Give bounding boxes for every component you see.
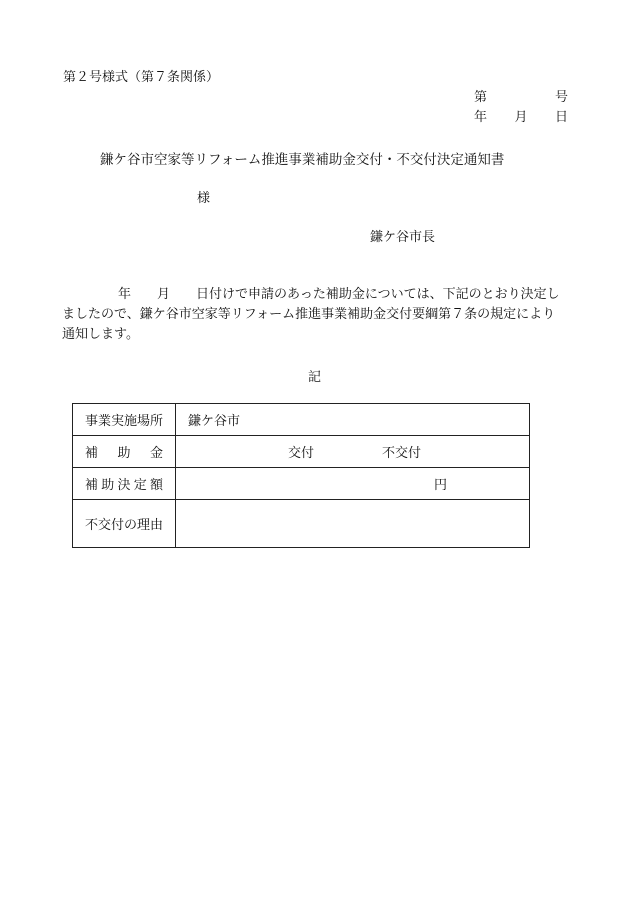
sender-name: 鎌ケ谷市長 xyxy=(370,230,436,245)
amount-label-char: 額 xyxy=(149,478,163,493)
body-month: 月 xyxy=(157,287,171,302)
date-month: 月 xyxy=(514,110,528,125)
reason-value xyxy=(176,500,530,548)
amount-unit: 円 xyxy=(176,468,530,500)
location-value: 鎌ケ谷市 xyxy=(176,404,530,436)
record-heading: 記 xyxy=(308,370,322,385)
amount-label-char: 決 xyxy=(117,478,131,493)
subsidy-label-char: 金 xyxy=(149,446,163,461)
table-row xyxy=(73,436,530,468)
reason-label: 不交付の理由 xyxy=(73,500,176,548)
document-date-line xyxy=(474,106,568,125)
number-suffix: 号 xyxy=(554,90,568,105)
amount-label xyxy=(73,468,176,500)
subsidy-label xyxy=(73,436,176,468)
body-line-2: ましたので、鎌ケ谷市空家等リフォーム推進事業補助金交付要綱第７条の規定により xyxy=(62,307,556,322)
body-year: 年 xyxy=(118,287,132,302)
recipient-suffix: 様 xyxy=(197,191,211,206)
notice-body xyxy=(62,285,574,345)
number-prefix: 第 xyxy=(474,90,488,105)
subsidy-options xyxy=(176,436,530,468)
table-row xyxy=(73,500,530,548)
subsidy-label-char: 助 xyxy=(117,446,131,461)
table-row xyxy=(73,468,530,500)
subsidy-label-char: 補 xyxy=(85,446,99,461)
document-title: 鎌ケ谷市空家等リフォーム推進事業補助金交付・不交付決定通知書 xyxy=(100,152,505,168)
date-year: 年 xyxy=(474,110,488,125)
body-line-1-rest: 日付けで申請のあった補助金については、下記のとおり決定し xyxy=(196,287,560,302)
option-grant: 交付 xyxy=(288,446,315,461)
amount-label-char: 定 xyxy=(133,478,147,493)
subsidy-detail-table xyxy=(72,403,530,548)
date-day: 日 xyxy=(554,110,568,125)
option-no-grant: 不交付 xyxy=(382,446,422,461)
body-line-1 xyxy=(62,285,574,305)
amount-label-char: 補 xyxy=(85,478,99,493)
location-label: 事業実施場所 xyxy=(73,404,176,436)
form-id: 第２号様式（第７条関係） xyxy=(63,70,220,85)
amount-label-char: 助 xyxy=(101,478,115,493)
table-row xyxy=(73,404,530,436)
body-line-3: 通知します。 xyxy=(62,327,139,342)
document-number-line xyxy=(474,86,568,105)
